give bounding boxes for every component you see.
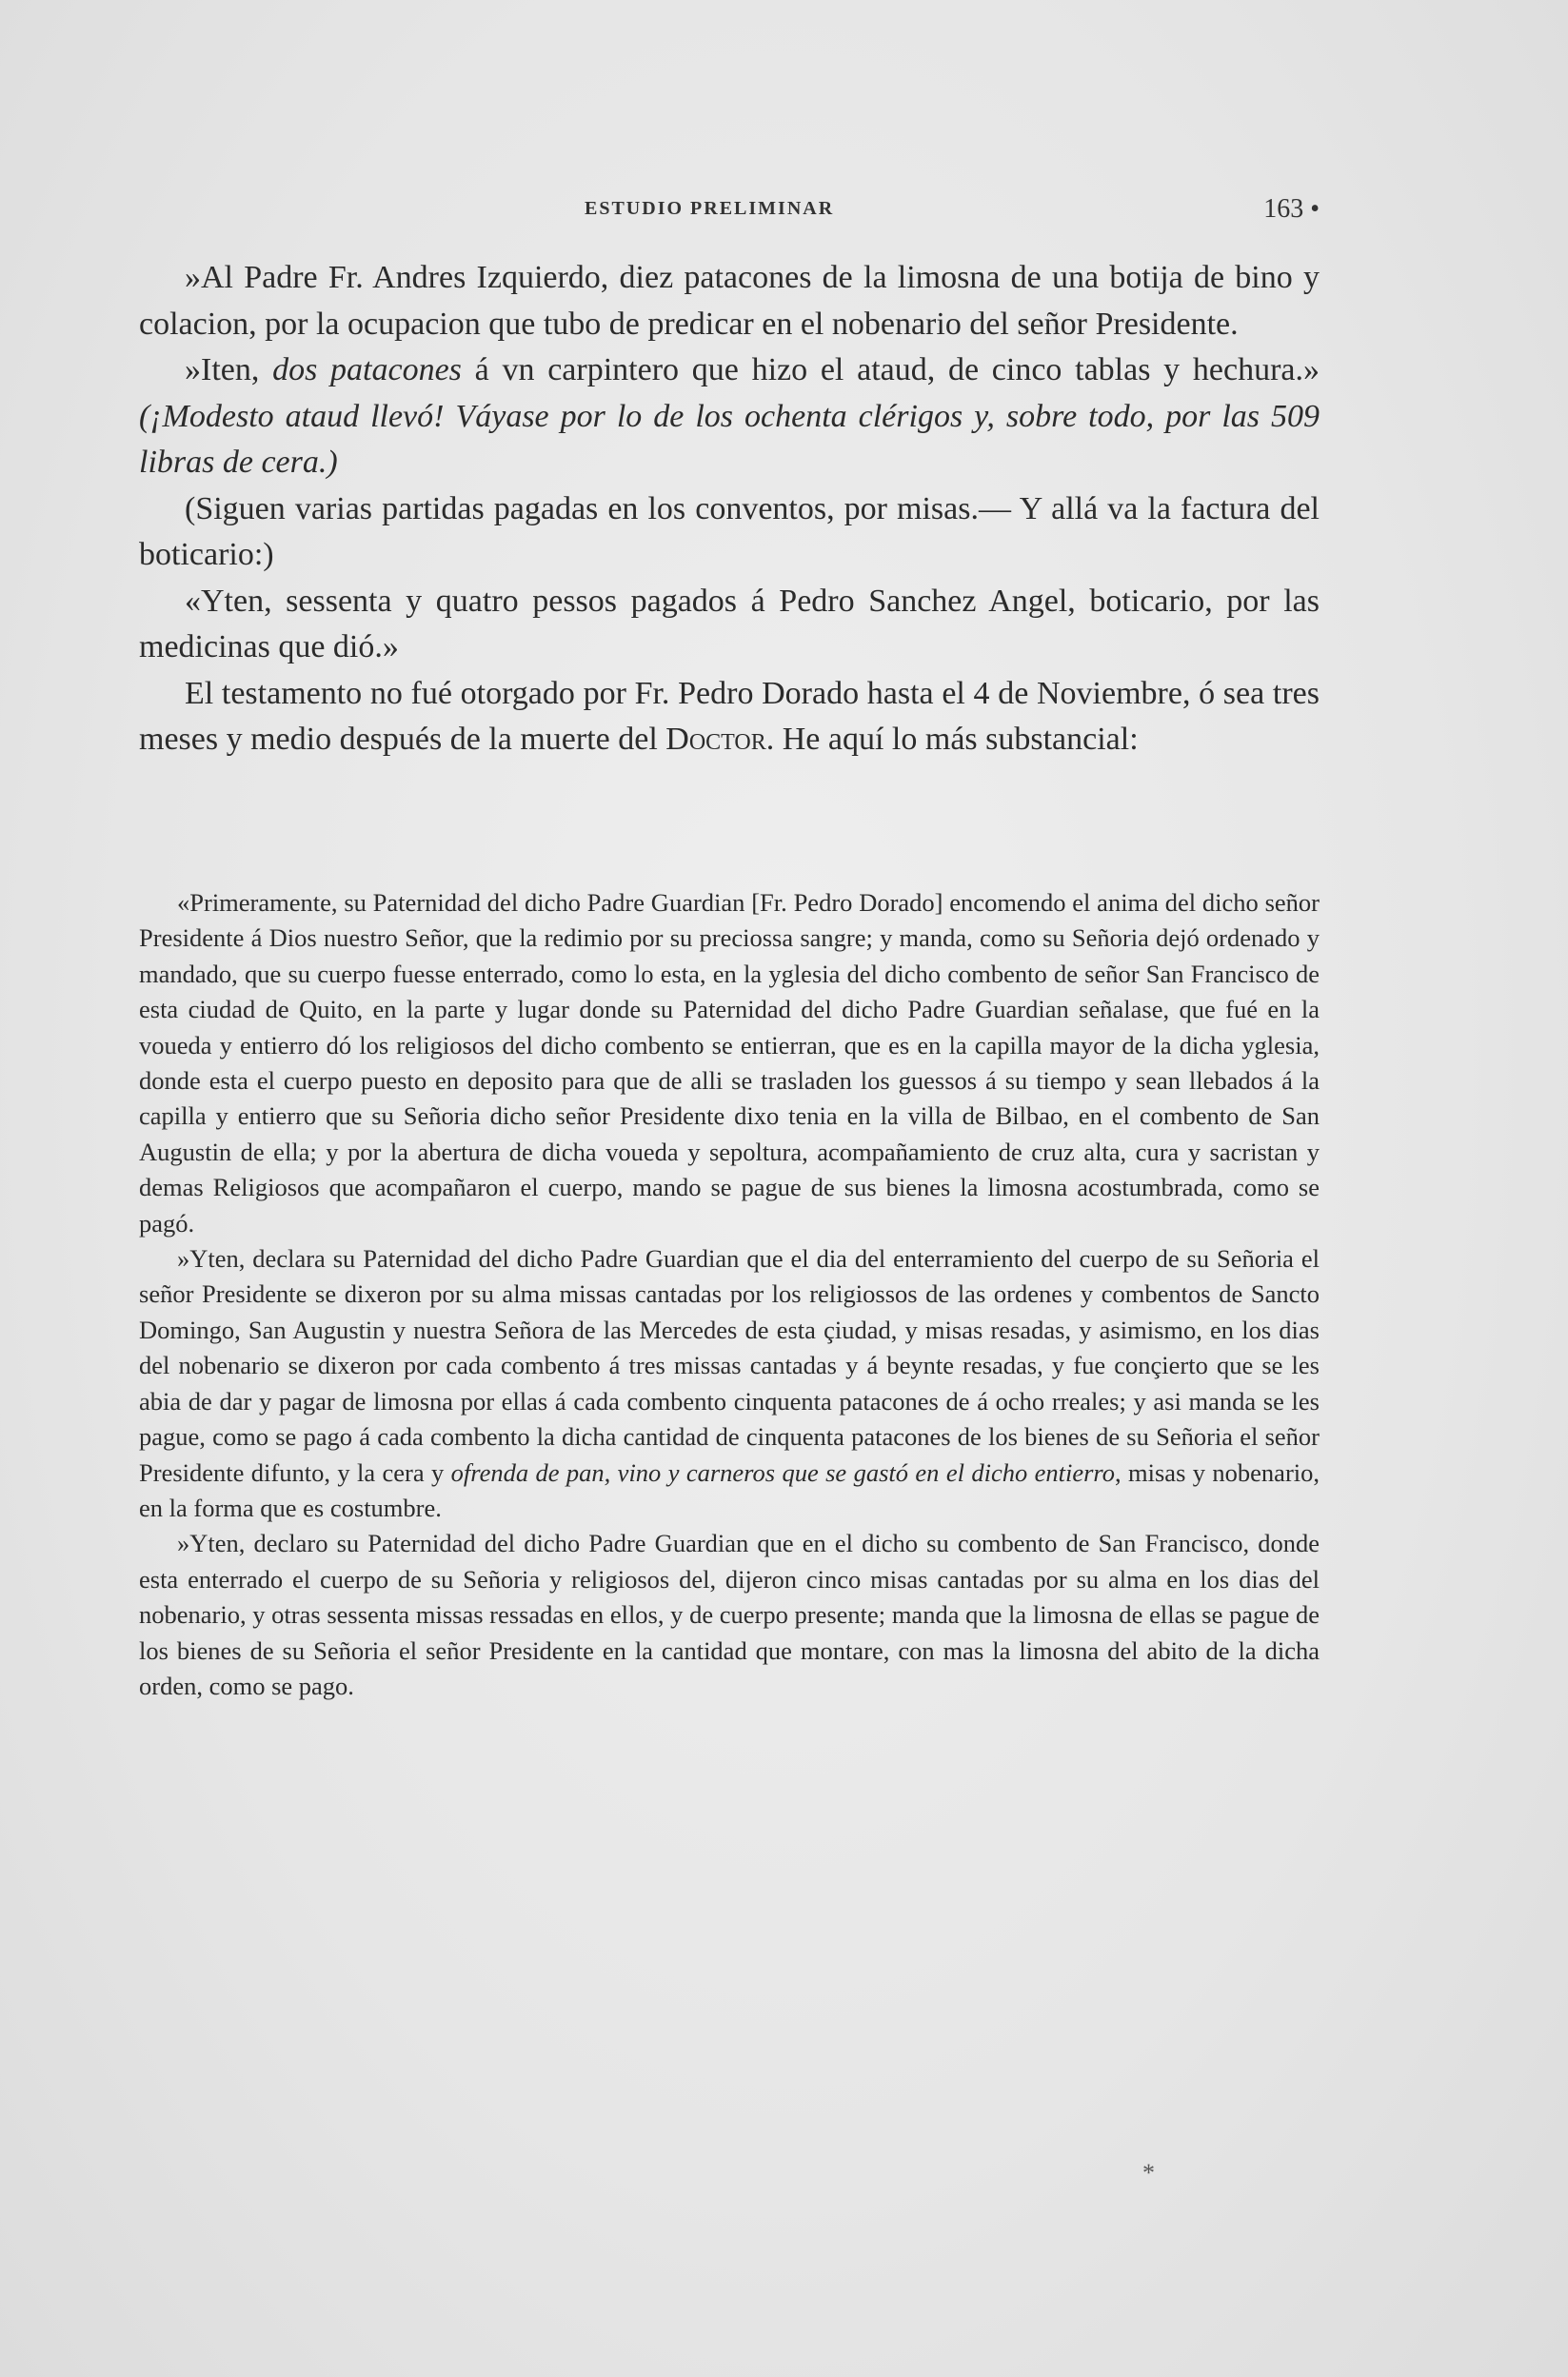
- quote-paragraph-2-italic: ofrenda de pan, vino y carneros que se gastó en el dicho entierro: [450, 1457, 1115, 1487]
- paragraph-5-smallcaps: Doctor: [665, 722, 766, 757]
- quote-paragraph-2: [139, 1241, 1320, 1526]
- paragraph-3: [139, 486, 1320, 579]
- paragraph-5-text-b: . He aquí lo más substancial:: [765, 722, 1139, 757]
- paragraph-1: [139, 255, 1320, 347]
- page-number: 163 •: [1263, 194, 1320, 224]
- paragraph-1-text: »Al Padre Fr. Andres Izquierdo, diez patacones de la limosna de una botija de bino y colacion, por la ocupacion que tubo de predicar en el nobenario del señor Presidente.: [139, 260, 1320, 342]
- page-header: [139, 194, 1320, 236]
- paragraph-4: [139, 579, 1320, 671]
- paragraph-3-text: (Siguen varias partidas pagadas en los conventos, por misas.— Y allá va la factura del boticario:): [139, 490, 1320, 572]
- quote-paragraph-2-text-b: , misas y nobenario, en la forma que es costumbre.: [139, 1457, 1320, 1522]
- paragraph-2-italic-b: (¡Modesto ataud llevó! Váyase por lo de los ochenta clérigos y, sobre todo, por las 509 libras de cera.): [139, 398, 1320, 480]
- footer-mark: *: [1142, 2159, 1155, 2187]
- paragraph-2: [139, 347, 1320, 486]
- quote-paragraph-2-text-a: »Yten, declara su Paternidad del dicho Padre Guardian que el dia del enterramiento del cuerpo de su Señoria el señor Presidente se dixeron por su alma missas cantadas por los religiossos de las ordenes y combentos de Sancto Domingo, San Augustin y nuestra Señora de las Mercedes de esta çiudad, y misas resadas, y asimismo, en los dias del nobenario se dixeron por cada combento á tres missas cantadas y á beynte resadas, y fue conçierto que se les abia de dar y pagar de limosna por ellas á cada combento cinquenta patacones de á ocho rreales; y asi manda se les pague, como se pago á cada combento la dicha cantidad de cinquenta patacones de los bienes de su Señoria el señor Presidente difunto, y la cera y: [139, 1244, 1320, 1487]
- testament-quote: [139, 885, 1320, 1704]
- quote-paragraph-1: [139, 885, 1320, 1241]
- quote-paragraph-1-text: «Primeramente, su Paternidad del dicho Padre Guardian [Fr. Pedro Dorado] encomendo el anima del dicho señor Presidente á Dios nuestro Señor, que la redimio por su preciossa sangre; y manda, como su Señoria dejó ordenado y mandado, que su cuerpo fuesse enterrado, como lo esta, en la yglesia del dicho combento de señor San Francisco de esta ciudad de Quito, en la parte y lugar donde su Paternidad del dicho Padre Guardian señalase, que fué en la voueda y entierro dó los religiosos del dicho combento se entierran, que es en la capilla mayor de la dicha yglesia, donde esta el cuerpo puesto en deposito para que de alli se trasladen los guessos á su tiempo y sean llebados á la capilla y entierro que su Señoria dicho señor Presidente dixo tenia en la villa de Bilbao, en el combento de San Augustin de ella; y por la abertura de dicha voueda y sepoltura, acompañamiento de cruz alta, cura y sacristan y demas Religiosos que acompañaron el cuerpo, mando se pague de sus bienes la limosna acostumbrada, como se pagó.: [139, 888, 1320, 1238]
- paragraph-2-text-a: »Iten,: [185, 352, 273, 387]
- paragraph-4-text: «Yten, sessenta y quatro pessos pagados á Pedro Sanchez Angel, boticario, por las medicinas que dió.»: [139, 583, 1320, 664]
- quote-paragraph-3-text: »Yten, declaro su Paternidad del dicho Padre Guardian que en el dicho su combento de San Francisco, donde esta enterrado el cuerpo de su Señoria y religiosos del, dijeron cinco misas cantadas por su alma en los dias del nobenario, y otras sessenta missas ressadas en ellos, y de cuerpo presente; manda que la limosna de ellas se pague de los bienes de su Señoria el señor Presidente en la cantidad que montare, con mas la limosna del abito de la dicha orden, como se pago.: [139, 1529, 1320, 1700]
- quote-paragraph-3: [139, 1526, 1320, 1704]
- paragraph-2-text-b: á vn carpintero que hizo el ataud, de cinco tablas y hechura.»: [461, 352, 1320, 387]
- main-text: [139, 255, 1320, 763]
- paragraph-2-italic-a: dos patacones: [272, 352, 462, 387]
- paragraph-5-text-a: El testamento no fué otorgado por Fr. Pedro Dorado hasta el 4 de Noviembre, ó sea tres meses y medio después de la muerte del: [139, 675, 1320, 757]
- paragraph-5: [139, 671, 1320, 763]
- running-head: ESTUDIO PRELIMINAR: [585, 198, 835, 219]
